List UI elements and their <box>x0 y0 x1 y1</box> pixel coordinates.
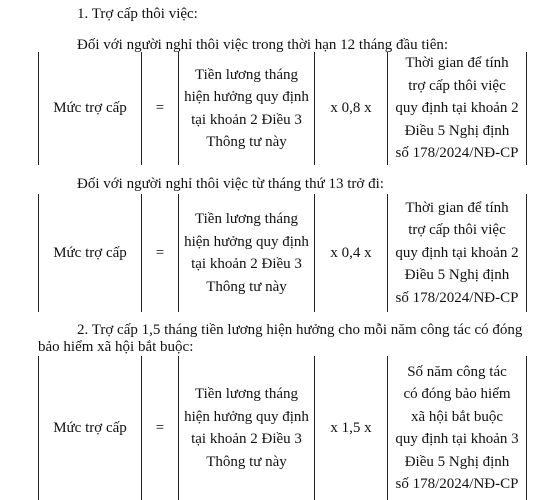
time-line: Thời gian để tính <box>405 55 509 72</box>
time-term <box>388 52 527 165</box>
case-1-intro: Đối với người nghỉ thôi việc trong thời hạn 12 tháng đầu tiên: <box>77 37 449 53</box>
salary-line: Thông tư này <box>206 453 287 470</box>
formula-label: Mức trợ cấp <box>39 356 142 500</box>
time-line: Số năm công tác <box>407 363 507 380</box>
time-line: Điều 5 Nghị định <box>404 453 510 470</box>
multiplier: x 0,8 x <box>315 52 388 165</box>
salary-line: hiện hưởng quy định <box>184 408 309 425</box>
formula-table-2 <box>38 194 527 312</box>
formula-table-3 <box>38 356 527 500</box>
salary-term <box>179 52 315 165</box>
equals-sign: = <box>142 194 179 312</box>
time-line: số 178/2024/NĐ-CP <box>395 476 519 492</box>
salary-line: Thông tư này <box>206 134 287 150</box>
section-2-intro-line-1: 2. Trợ cấp 1,5 tháng tiền lương hiện hưởng cho mỗi năm công tác có đóng <box>77 322 523 338</box>
equals-sign: = <box>142 356 179 500</box>
time-line: Điều 5 Nghị định <box>404 267 510 284</box>
salary-line: Tiền lương tháng <box>194 386 298 402</box>
time-term <box>388 194 527 312</box>
time-line: có đóng bảo hiểm <box>403 386 511 402</box>
time-term <box>388 356 527 500</box>
time-line: quy định tại khoản 2 <box>395 100 519 117</box>
time-line: quy định tại khoản 2 <box>395 244 519 261</box>
section-2-intro-line-2: bảo hiểm xã hội bắt buộc: <box>38 339 194 355</box>
salary-line: Thông tư này <box>206 278 287 295</box>
salary-line: hiện hưởng quy định <box>184 89 309 105</box>
salary-line: Tiền lương tháng <box>194 211 298 227</box>
multiplier: x 1,5 x <box>315 356 388 500</box>
formula-table-1 <box>38 52 527 165</box>
salary-line: hiện hưởng quy định <box>184 233 309 250</box>
time-line: quy định tại khoản 3 <box>395 431 519 447</box>
time-line: số 178/2024/NĐ-CP <box>395 289 519 306</box>
time-line: trợ cấp thôi việc <box>408 222 506 239</box>
time-line: xã hội bắt buộc <box>410 408 504 425</box>
salary-term <box>179 356 315 500</box>
salary-line: tại khoản 2 Điều 3 <box>191 111 302 128</box>
salary-line: tại khoản 2 Điều 3 <box>191 256 302 272</box>
salary-term <box>179 194 315 312</box>
section-1-heading: 1. Trợ cấp thôi việc: <box>77 6 198 22</box>
time-line: số 178/2024/NĐ-CP <box>395 145 519 162</box>
time-line: trợ cấp thôi việc <box>408 77 506 94</box>
time-line: Điều 5 Nghị định <box>404 122 510 139</box>
salary-line: Tiền lương tháng <box>194 66 298 83</box>
formula-label: Mức trợ cấp <box>39 52 142 165</box>
salary-line: tại khoản 2 Điều 3 <box>191 431 302 447</box>
multiplier: x 0,4 x <box>315 194 388 312</box>
case-2-intro: Đối với người nghỉ thôi việc từ tháng thứ 13 trở đi: <box>77 176 384 192</box>
time-line: Thời gian để tính <box>405 199 509 216</box>
formula-label: Mức trợ cấp <box>39 194 142 312</box>
equals-sign: = <box>142 52 179 165</box>
